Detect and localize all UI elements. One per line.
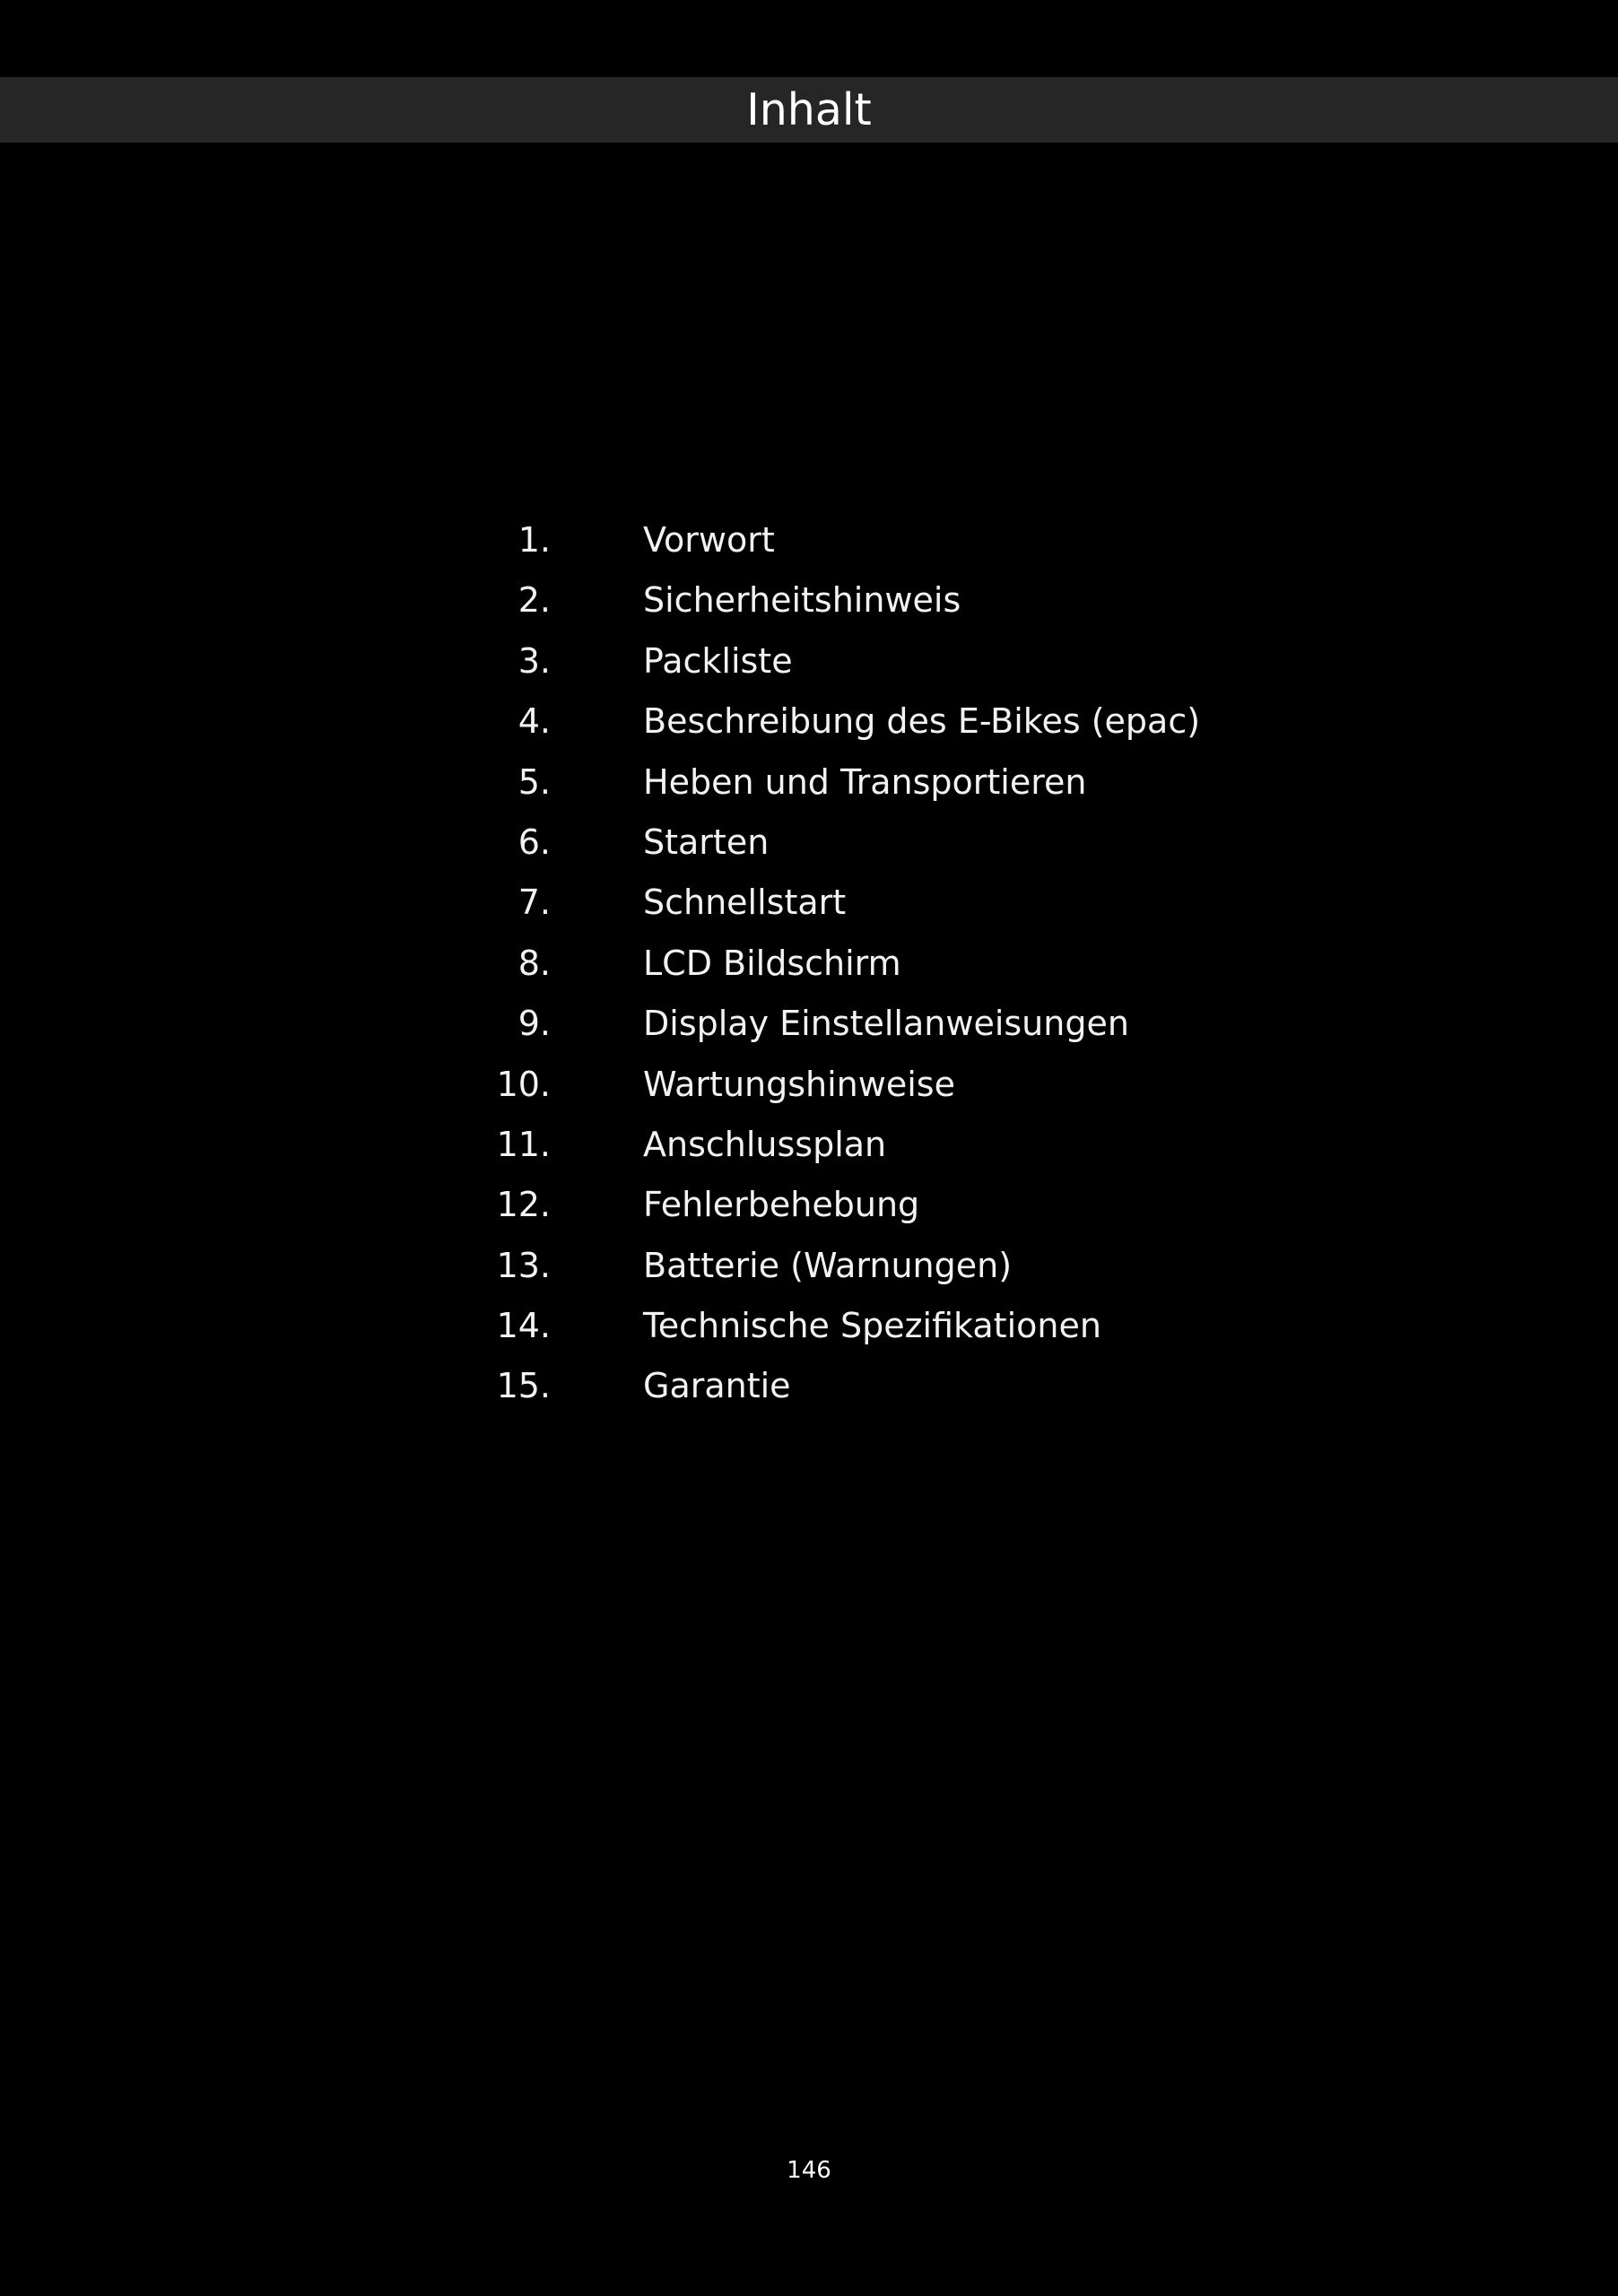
toc-item-number: 15. bbox=[496, 1366, 551, 1406]
toc-item-number: 10. bbox=[496, 1064, 551, 1104]
toc-item-number: 2. bbox=[518, 580, 551, 621]
toc-item-number: 7. bbox=[518, 883, 551, 923]
toc-item-title: Beschreibung des E-Bikes (epac) bbox=[643, 701, 1201, 742]
toc-item bbox=[0, 752, 1618, 813]
toc-item-number: 1. bbox=[518, 520, 551, 560]
toc-item bbox=[0, 510, 1618, 570]
toc-item-title: Sicherheitshinweis bbox=[643, 580, 961, 621]
toc-item-number: 4. bbox=[518, 701, 551, 742]
toc-item bbox=[0, 1115, 1618, 1175]
toc-item-title: LCD Bildschirm bbox=[643, 943, 901, 983]
toc-item bbox=[0, 994, 1618, 1054]
toc-item-title: Fehlerbehebung bbox=[643, 1185, 920, 1225]
toc-item bbox=[0, 1055, 1618, 1115]
toc-item-title: Vorwort bbox=[643, 520, 775, 560]
toc-item bbox=[0, 813, 1618, 873]
toc-item-title: Batterie (Warnungen) bbox=[643, 1245, 1013, 1285]
toc-item-title: Technische Spezifikationen bbox=[643, 1306, 1101, 1346]
toc-item-number: 8. bbox=[518, 943, 551, 983]
toc-item-title: Heben und Transportieren bbox=[643, 761, 1087, 802]
toc-item-number: 6. bbox=[518, 822, 551, 862]
toc-item-number: 13. bbox=[496, 1245, 551, 1285]
toc-item-title: Garantie bbox=[643, 1366, 791, 1406]
toc-item-title: Packliste bbox=[643, 640, 793, 681]
table-of-contents bbox=[0, 510, 1618, 1417]
toc-item bbox=[0, 934, 1618, 994]
toc-item bbox=[0, 1175, 1618, 1235]
toc-item bbox=[0, 1356, 1618, 1416]
toc-item-title: Display Einstellanweisungen bbox=[643, 1004, 1129, 1044]
header-bar bbox=[0, 77, 1618, 143]
toc-item bbox=[0, 570, 1618, 631]
toc-item-title: Anschlussplan bbox=[643, 1124, 887, 1164]
page-title: Inhalt bbox=[746, 84, 872, 135]
toc-item-number: 11. bbox=[496, 1124, 551, 1164]
toc-item-number: 14. bbox=[496, 1306, 551, 1346]
toc-item-number: 3. bbox=[518, 640, 551, 681]
toc-item-title: Schnellstart bbox=[643, 883, 847, 923]
toc-item bbox=[0, 873, 1618, 933]
toc-item-title: Wartungshinweise bbox=[643, 1064, 955, 1104]
toc-item bbox=[0, 1296, 1618, 1356]
toc-item bbox=[0, 691, 1618, 752]
toc-item-title: Starten bbox=[643, 822, 770, 862]
toc-item bbox=[0, 1236, 1618, 1296]
page-number: 146 bbox=[787, 2157, 831, 2184]
toc-item bbox=[0, 631, 1618, 691]
toc-item-number: 5. bbox=[518, 761, 551, 802]
toc-item-number: 12. bbox=[496, 1185, 551, 1225]
toc-item-number: 9. bbox=[518, 1004, 551, 1044]
